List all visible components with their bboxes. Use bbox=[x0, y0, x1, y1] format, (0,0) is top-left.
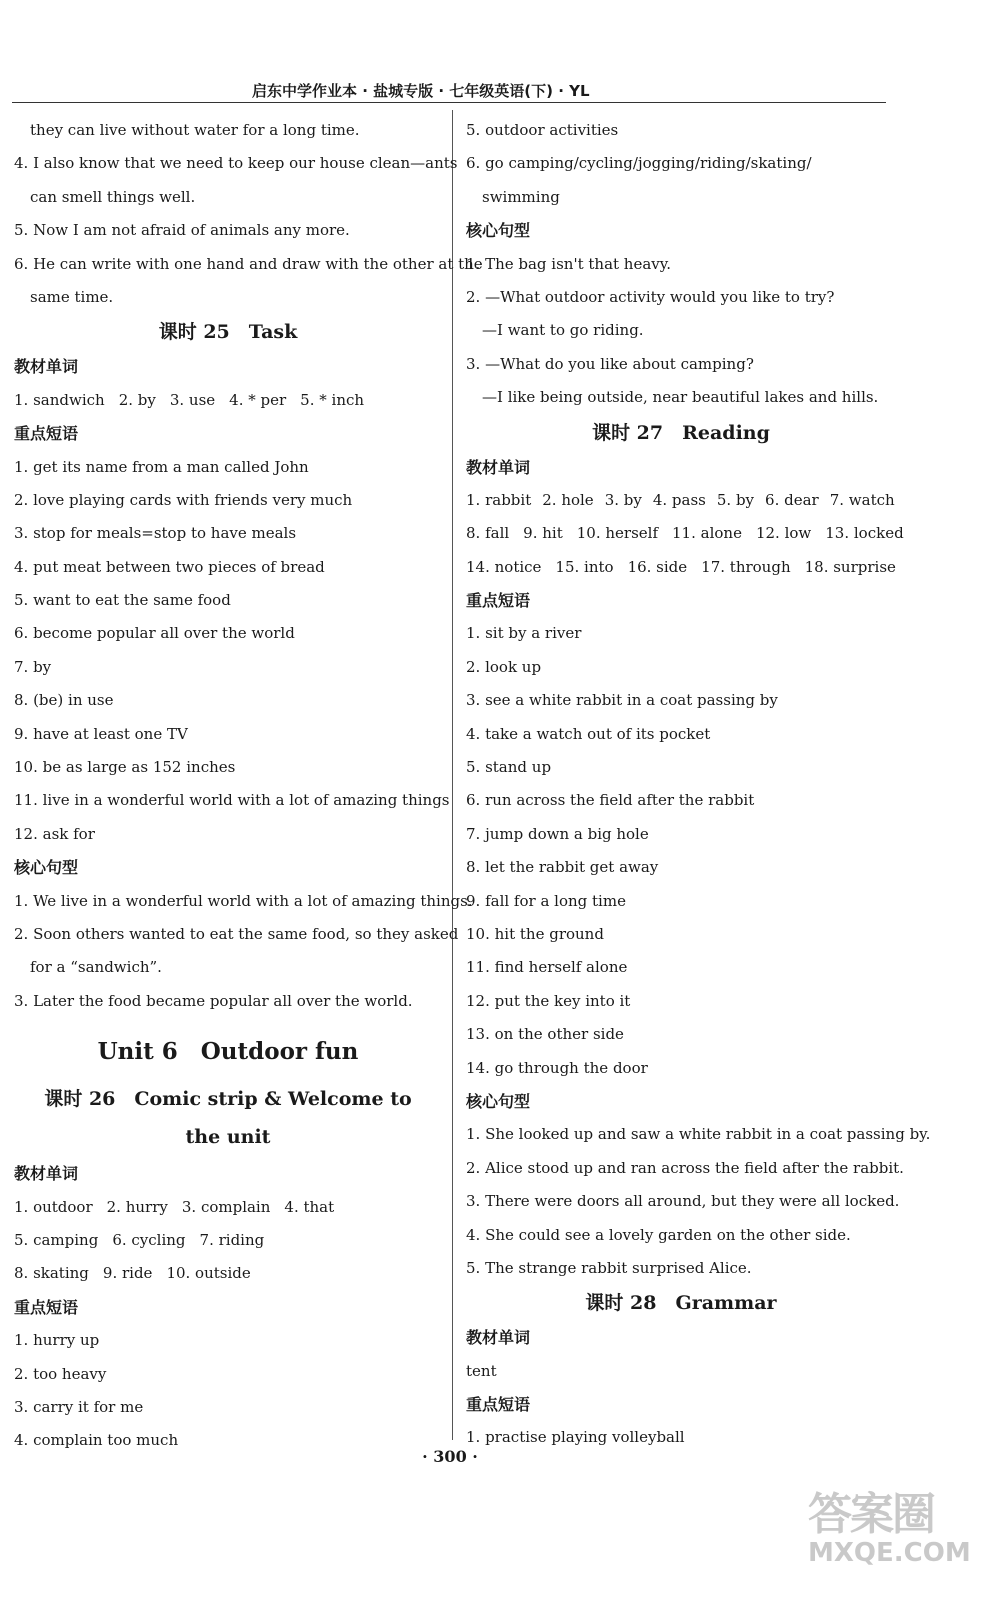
section-heading: 教材单词 bbox=[466, 1328, 531, 1348]
phrase-item: 4. put meat between two pieces of bread bbox=[14, 557, 325, 576]
phrase-item: 2. love playing cards with friends very much bbox=[14, 490, 353, 509]
phrase-item: 6. run across the field after the rabbit bbox=[466, 791, 755, 810]
word-item: 4. that bbox=[284, 1197, 335, 1216]
word-row bbox=[14, 384, 442, 417]
section-heading: 核心句型 bbox=[14, 858, 79, 878]
sentence-item: 2. Alice stood up and ran across the field after the rabbit. bbox=[466, 1158, 904, 1177]
phrase-item: 9. fall for a long time bbox=[466, 891, 626, 910]
lesson-title: 课时 27 Reading bbox=[592, 421, 770, 444]
word-item: 1. sandwich bbox=[14, 390, 105, 409]
word-row bbox=[466, 484, 896, 517]
sentence-item: 5. The strange rabbit surprised Alice. bbox=[466, 1258, 752, 1277]
header-rule bbox=[12, 102, 886, 103]
lesson-title: 课时 25 Task bbox=[158, 321, 298, 344]
word-row bbox=[466, 517, 904, 550]
sentence-item: 3. —What do you like about camping? bbox=[466, 354, 754, 373]
text-line: 6. He can write with one hand and draw with the other at the bbox=[14, 254, 483, 273]
phrase-item: 6. become popular all over the world bbox=[14, 624, 295, 643]
word-item: 4. * per bbox=[229, 390, 287, 409]
phrase-item: 14. go through the door bbox=[466, 1058, 648, 1077]
word-item: 4. pass bbox=[652, 490, 706, 509]
section-heading: 教材单词 bbox=[14, 1164, 79, 1184]
right-column bbox=[466, 114, 931, 1455]
sentence-item: 2. —What outdoor activity would you like to try? bbox=[466, 287, 835, 306]
phrase-item: swimming bbox=[482, 187, 560, 206]
lesson-title: 课时 28 Grammar bbox=[585, 1292, 777, 1315]
sentence-item: 2. Soon others wanted to eat the same food, so they asked bbox=[14, 924, 459, 943]
phrase-item: 9. have at least one TV bbox=[14, 724, 188, 743]
section-heading: 重点短语 bbox=[14, 1297, 79, 1317]
word-item: 16. side bbox=[627, 557, 688, 576]
text-line: they can live without water for a long time. bbox=[30, 121, 360, 139]
word-item: 17. through bbox=[701, 557, 791, 576]
sentence-item: 3. Later the food became popular all over the world. bbox=[14, 991, 413, 1010]
word-item: 9. ride bbox=[102, 1264, 153, 1283]
phrase-item: 3. see a white rabbit in a coat passing by bbox=[466, 691, 778, 710]
phrase-item: 7. by bbox=[14, 657, 52, 676]
sentence-item: 1. The bag isn't that heavy. bbox=[466, 254, 672, 273]
word-row bbox=[14, 1191, 442, 1224]
word-item: 14. notice bbox=[466, 557, 542, 576]
sentence-item: 1. We live in a wonderful world with a lot of amazing things. bbox=[14, 891, 473, 910]
word-item: 3. by bbox=[604, 490, 642, 509]
text-line: 5. Now I am not afraid of animals any more. bbox=[14, 221, 350, 240]
phrase-item: 1. sit by a river bbox=[466, 624, 582, 643]
text-line: 4. I also know that we need to keep our house clean—ants bbox=[14, 154, 458, 173]
word-item: 7. watch bbox=[829, 490, 895, 509]
word-item: 6. dear bbox=[765, 490, 819, 509]
section-heading: 教材单词 bbox=[466, 457, 531, 477]
word-item: 1. outdoor bbox=[14, 1197, 93, 1216]
word-item: 7. riding bbox=[199, 1230, 265, 1249]
word-item: 6. cycling bbox=[112, 1230, 186, 1249]
word-item: 10. herself bbox=[576, 524, 659, 543]
word-item: 5. * inch bbox=[300, 390, 365, 409]
word-item: 3. complain bbox=[181, 1197, 271, 1216]
phrase-item: 10. be as large as 152 inches bbox=[14, 758, 236, 777]
word-row bbox=[466, 551, 896, 584]
word-item: 3. use bbox=[169, 390, 216, 409]
phrase-item: 8. (be) in use bbox=[14, 691, 114, 710]
phrase-item: 12. put the key into it bbox=[466, 991, 631, 1010]
text-line: can smell things well. bbox=[30, 187, 196, 206]
watermark-logo bbox=[808, 1478, 978, 1588]
word-item: 1. rabbit bbox=[466, 490, 532, 509]
word-item: 5. camping bbox=[14, 1230, 99, 1249]
phrase-item: 5. want to eat the same food bbox=[14, 591, 231, 610]
word-item: 9. hit bbox=[523, 524, 563, 543]
page-number: · 300 · bbox=[422, 1447, 478, 1466]
section-heading: 教材单词 bbox=[14, 357, 79, 377]
phrase-item: 13. on the other side bbox=[466, 1025, 624, 1044]
section-heading: 重点短语 bbox=[14, 424, 79, 444]
phrase-item: 12. ask for bbox=[14, 824, 95, 843]
text-line: same time. bbox=[30, 287, 114, 306]
word-item: 5. by bbox=[716, 490, 755, 509]
phrase-item: 4. complain too much bbox=[14, 1431, 179, 1450]
sentence-item: —I want to go riding. bbox=[482, 321, 644, 340]
section-heading: 核心句型 bbox=[466, 221, 531, 241]
phrase-item: 11. find herself alone bbox=[466, 958, 628, 977]
phrase-item: 1. practise playing volleyball bbox=[466, 1428, 685, 1447]
phrase-item: 2. too heavy bbox=[14, 1364, 107, 1383]
watermark-text: 答案圈 bbox=[808, 1489, 934, 1540]
phrase-item: 4. take a watch out of its pocket bbox=[466, 724, 711, 743]
unit-title: Unit 6 Outdoor fun bbox=[97, 1038, 359, 1066]
column-divider bbox=[452, 110, 453, 1440]
word-item: 13. locked bbox=[825, 524, 904, 543]
sentence-item: for a “sandwich”. bbox=[30, 958, 162, 977]
word-item: 18. surprise bbox=[804, 557, 896, 576]
lesson-title: 课时 26 Comic strip & Welcome to the unit bbox=[44, 1088, 412, 1149]
word-row bbox=[14, 1257, 442, 1290]
phrase-item: 1. get its name from a man called John bbox=[14, 457, 309, 476]
sentence-item: —I like being outside, near beautiful lakes and hills. bbox=[482, 388, 879, 407]
word-item: 15. into bbox=[555, 557, 614, 576]
phrase-item: 1. hurry up bbox=[14, 1331, 100, 1350]
phrase-item: 5. stand up bbox=[466, 758, 552, 777]
phrase-item: 7. jump down a big hole bbox=[466, 824, 649, 843]
sentence-item: 1. She looked up and saw a white rabbit in a coat passing by. bbox=[466, 1125, 931, 1144]
section-heading: 重点短语 bbox=[466, 591, 531, 611]
sentence-item: 4. She could see a lovely garden on the other side. bbox=[466, 1225, 851, 1244]
sentence-item: 3. There were doors all around, but they were all locked. bbox=[466, 1192, 900, 1211]
section-heading: 重点短语 bbox=[466, 1395, 531, 1415]
phrase-item: 8. let the rabbit get away bbox=[466, 858, 659, 877]
word-item: 8. fall bbox=[466, 524, 510, 543]
word-item: 2. hurry bbox=[106, 1197, 168, 1216]
word-item: 11. alone bbox=[672, 524, 742, 543]
word-item: 12. low bbox=[755, 524, 812, 543]
word-item: 2. by bbox=[118, 390, 156, 409]
phrase-item: 5. outdoor activities bbox=[466, 121, 619, 139]
word-row bbox=[14, 1224, 442, 1257]
watermark-url: MXQE.COM bbox=[808, 1538, 971, 1568]
phrase-item: 3. stop for meals=stop to have meals bbox=[14, 524, 297, 543]
word-item: 8. skating bbox=[14, 1264, 89, 1283]
word-item: tent bbox=[466, 1361, 497, 1380]
phrase-item: 2. look up bbox=[466, 657, 542, 676]
running-header: 启东中学作业本 · 盐城专版 · 七年级英语(下) · YL bbox=[252, 82, 590, 100]
word-item: 10. outside bbox=[166, 1264, 251, 1283]
section-heading: 核心句型 bbox=[466, 1091, 531, 1111]
phrase-item: 6. go camping/cycling/jogging/riding/skating/ bbox=[466, 154, 812, 173]
word-item: 2. hole bbox=[542, 490, 594, 509]
phrase-item: 10. hit the ground bbox=[466, 924, 604, 943]
phrase-item: 11. live in a wonderful world with a lot of amazing things bbox=[14, 791, 450, 810]
phrase-item: 3. carry it for me bbox=[14, 1397, 144, 1416]
